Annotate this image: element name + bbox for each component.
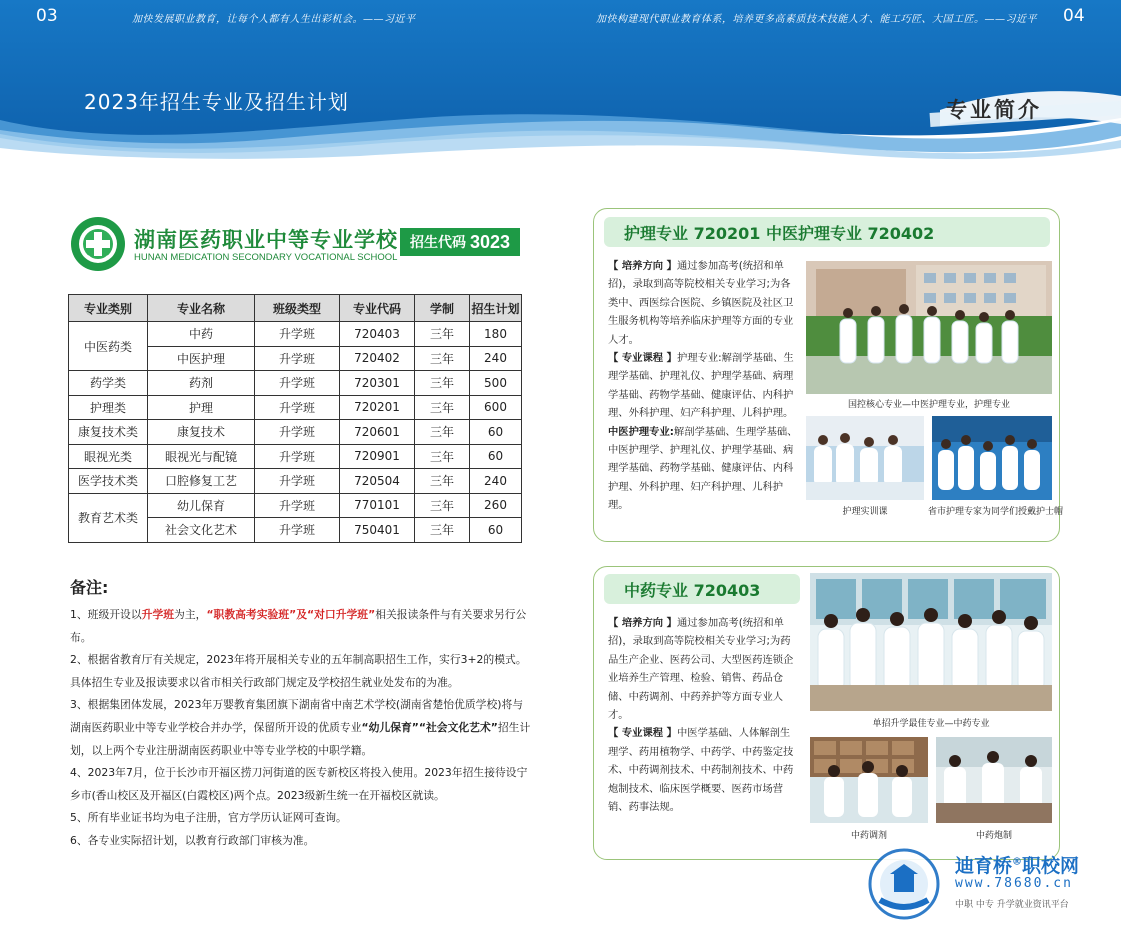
cell: 眼视光与配镜 xyxy=(148,444,255,469)
watermark-site-name xyxy=(955,851,1079,878)
cell: 720201 xyxy=(340,395,415,420)
cell: 口腔修复工艺 xyxy=(148,469,255,494)
school-logo xyxy=(70,216,126,272)
cell: 60 xyxy=(470,444,522,469)
page-title-left: 2023年招生专业及招生计划 xyxy=(84,90,349,114)
tcm-course-label: 中医护理专业: xyxy=(608,425,674,438)
cell: 720402 xyxy=(340,346,415,371)
direction-label: 【 培养方向 】 xyxy=(608,260,677,272)
cell: 升学班 xyxy=(255,444,340,469)
cell: 60 xyxy=(470,420,522,445)
cell: 240 xyxy=(470,469,522,494)
category-cell: 眼视光类 xyxy=(69,444,148,469)
cell: 社会文化艺术 xyxy=(148,518,255,543)
note-item xyxy=(70,604,532,649)
category-cell: 教育艺术类 xyxy=(69,493,148,542)
nursing-training-photo xyxy=(806,416,924,500)
cell: 720301 xyxy=(340,371,415,396)
cell: 500 xyxy=(470,371,522,396)
cell: 720504 xyxy=(340,469,415,494)
table-header: 班级类型 xyxy=(255,295,340,322)
note-highlight: “幼儿保育”“社会文化艺术” xyxy=(361,720,498,734)
table-row xyxy=(69,395,522,420)
cell: 720901 xyxy=(340,444,415,469)
note-text: 3、根据集团体发展，2023年万婴教育集团旗下湖南省中南艺术学校(湖南省楚怡优质学校)将与湖南医药职业中等专业学校合并办学，保留所开设的优质专业 xyxy=(70,698,524,734)
registered-mark: ® xyxy=(1012,856,1023,868)
cell: 三年 xyxy=(415,469,470,494)
category-cell: 康复技术类 xyxy=(69,420,148,445)
quote-right: 加快构建现代职业教育体系，培养更多高素质技术技能人才、能工巧匠、大国工匠。——习近平 xyxy=(596,14,1037,25)
cell: 升学班 xyxy=(255,395,340,420)
course-text: 中医学基础、人体解剖生理学、药用植物学、中药学、中药鉴定技术、中药调剂技术、中药制剂技术、中药炮制技术、临床医学概要、医药市场营销、药事法规。 xyxy=(608,727,794,814)
table-header-row xyxy=(69,295,522,322)
category-cell: 药学类 xyxy=(69,371,148,396)
notes-title: 备注: xyxy=(70,578,109,597)
direction-text: 通过参加高考(统招和单招)，录取到高等院校相关专业学习;为药品生产企业、医药公司、大型医药连锁企业培养生产管理、检验、销售、药品仓储、中药调剂、中药养护等方面专业人才。 xyxy=(608,617,794,722)
cell: 三年 xyxy=(415,346,470,371)
course-label: 【 专业课程 】 xyxy=(608,352,677,365)
cell: 三年 xyxy=(415,518,470,543)
cell: 三年 xyxy=(415,444,470,469)
cell: 升学班 xyxy=(255,371,340,396)
note-item: 2、根据省教育厅有关规定，2023年将开展相关专业的五年制高职招生工作，实行3+2的模式。具体招生专业及报读要求以省市相关行政部门规定及学校招生就业处发布的为准。 xyxy=(70,653,527,689)
tcm-card-heading: 中药专业 720403 xyxy=(604,574,800,604)
cell: 康复技术 xyxy=(148,420,255,445)
page-title-right: 专业简介 xyxy=(946,97,1042,122)
table-row xyxy=(69,469,522,494)
direction-text: 通过参加高考(统招和单招)，录取到高等院校相关专业学习;为各类中、西医综合医院、乡镇医院及社区卫生服务机构等培养临床护理等方面的专业人才。 xyxy=(608,260,794,346)
cell: 770101 xyxy=(340,493,415,518)
nursing-card-heading: 护理专业 720201 中医护理专业 720402 xyxy=(604,217,1050,247)
nursing-training-caption: 护理实训课 xyxy=(842,507,888,517)
watermark-url[interactable]: www.78680.cn xyxy=(955,876,1073,891)
table-row xyxy=(69,444,522,469)
cell: 720601 xyxy=(340,420,415,445)
cell: 升学班 xyxy=(255,518,340,543)
note-item: 4、2023年7月，位于长沙市开福区捞刀河街道的医专新校区将投入使用。2023年招生接待设宁乡市(香山校区及开福区(白霞校区)两个点。2023级新生统一在开福校区就读。 xyxy=(70,766,528,802)
page-number-left: 03 xyxy=(36,6,58,26)
cell: 升学班 xyxy=(255,346,340,371)
cell: 三年 xyxy=(415,395,470,420)
code-value: 3023 xyxy=(469,231,511,252)
watermark-name-part: 职校网 xyxy=(1022,855,1080,877)
cell: 180 xyxy=(470,322,522,347)
cell: 三年 xyxy=(415,322,470,347)
note-text: 为主， xyxy=(174,608,207,621)
tcm-dispensing-photo xyxy=(810,737,928,823)
cell: 260 xyxy=(470,493,522,518)
cell: 三年 xyxy=(415,493,470,518)
course-label: 【 专业课程 】 xyxy=(608,727,677,740)
watermark-tagline: 中职 中专 升学就业资讯平台 xyxy=(955,900,1069,910)
table-row xyxy=(69,493,522,518)
school-name-cn: 湖南医药职业中等专业学校 xyxy=(134,227,398,252)
category-cell: 中医药类 xyxy=(69,322,148,371)
cell: 750401 xyxy=(340,518,415,543)
cap-ceremony-photo xyxy=(932,416,1052,500)
page-number-right: 04 xyxy=(1063,6,1085,26)
direction-label: 【 培养方向 】 xyxy=(608,617,677,629)
cap-ceremony-caption: 省市护理专家为同学们授戴护士帽 xyxy=(928,507,1064,517)
cell: 中药 xyxy=(148,322,255,347)
table-header: 专业名称 xyxy=(148,295,255,322)
table-header: 专业类别 xyxy=(69,295,148,322)
note-highlight: “职教高考实验班”及“对口升学班” xyxy=(206,608,376,621)
tcm-processing-caption: 中药炮制 xyxy=(975,831,1012,841)
watermark-logo xyxy=(868,848,940,920)
tcm-processing-photo xyxy=(936,737,1052,823)
notes-list xyxy=(70,604,532,853)
note-item: 5、所有毕业证书均为电子注册，官方学历认证网可查询。 xyxy=(70,811,347,825)
table-header: 专业代码 xyxy=(340,295,415,322)
tcm-dispensing-caption: 中药调剂 xyxy=(850,831,887,841)
tcm-card-text xyxy=(608,614,798,816)
note-text: 1、班级开设以 xyxy=(70,608,142,621)
quote-left: 加快发展职业教育，让每个人都有人生出彩机会。——习近平 xyxy=(132,14,416,25)
note-item: 6、各专业实际招计划，以教育行政部门审核为准。 xyxy=(70,833,315,847)
nurses-photo xyxy=(806,261,1052,394)
cell: 升学班 xyxy=(255,493,340,518)
cell: 升学班 xyxy=(255,322,340,347)
cell: 三年 xyxy=(415,420,470,445)
cell: 升学班 xyxy=(255,469,340,494)
table-header: 招生计划 xyxy=(470,295,522,322)
tcm-photo-caption: 单招升学最佳专业—中药专业 xyxy=(872,719,990,729)
table-row xyxy=(69,420,522,445)
cell: 三年 xyxy=(415,371,470,396)
cell: 升学班 xyxy=(255,420,340,445)
watermark-name-part: 迪育桥 xyxy=(955,855,1013,877)
table-header: 学制 xyxy=(415,295,470,322)
tcm-lab-photo xyxy=(810,573,1052,711)
code-label: 招生代码 xyxy=(409,235,466,251)
note-text: 相关报读条件与有关要求另行公布。 xyxy=(70,608,527,644)
category-cell: 护理类 xyxy=(69,395,148,420)
cell: 60 xyxy=(470,518,522,543)
tcm-course-text: 解剖学基础、生理学基础、中医护理学、护理礼仪、护理学基础、病理学基础、药物学基础、健康评估、内科护理、外科护理、妇产科护理、儿科护理。 xyxy=(608,425,798,512)
note-text: 招生计划，以上两个专业注册湖南医药职业中等专业学校的中职学籍。 xyxy=(70,720,531,757)
enrollment-plan-table xyxy=(68,294,522,543)
cell: 600 xyxy=(470,395,522,420)
cell: 护理 xyxy=(148,395,255,420)
nursing-photo-caption: 国控核心专业—中医护理专业，护理专业 xyxy=(847,400,1010,410)
cell: 中医护理 xyxy=(148,346,255,371)
enrollment-code-badge xyxy=(400,228,520,256)
note-item xyxy=(70,694,532,762)
table-row xyxy=(69,322,522,347)
cell: 240 xyxy=(470,346,522,371)
cell: 幼儿保育 xyxy=(148,493,255,518)
table-row xyxy=(69,371,522,396)
cell: 药剂 xyxy=(148,371,255,396)
category-cell: 医学技术类 xyxy=(69,469,148,494)
cell: 720403 xyxy=(340,322,415,347)
school-name-en: HUNAN MEDICATION SECONDARY VOCATIONAL SCHOOL xyxy=(134,252,398,263)
nursing-card-text xyxy=(608,257,798,515)
note-highlight: 升学班 xyxy=(141,608,175,621)
course-text: 护理专业:解剖学基础、生理学基础、护理礼仪、护理学基础、病理学基础、药物学基础、健康评估、内科护理、外科护理、妇产科护理、儿科护理。 xyxy=(608,352,794,420)
